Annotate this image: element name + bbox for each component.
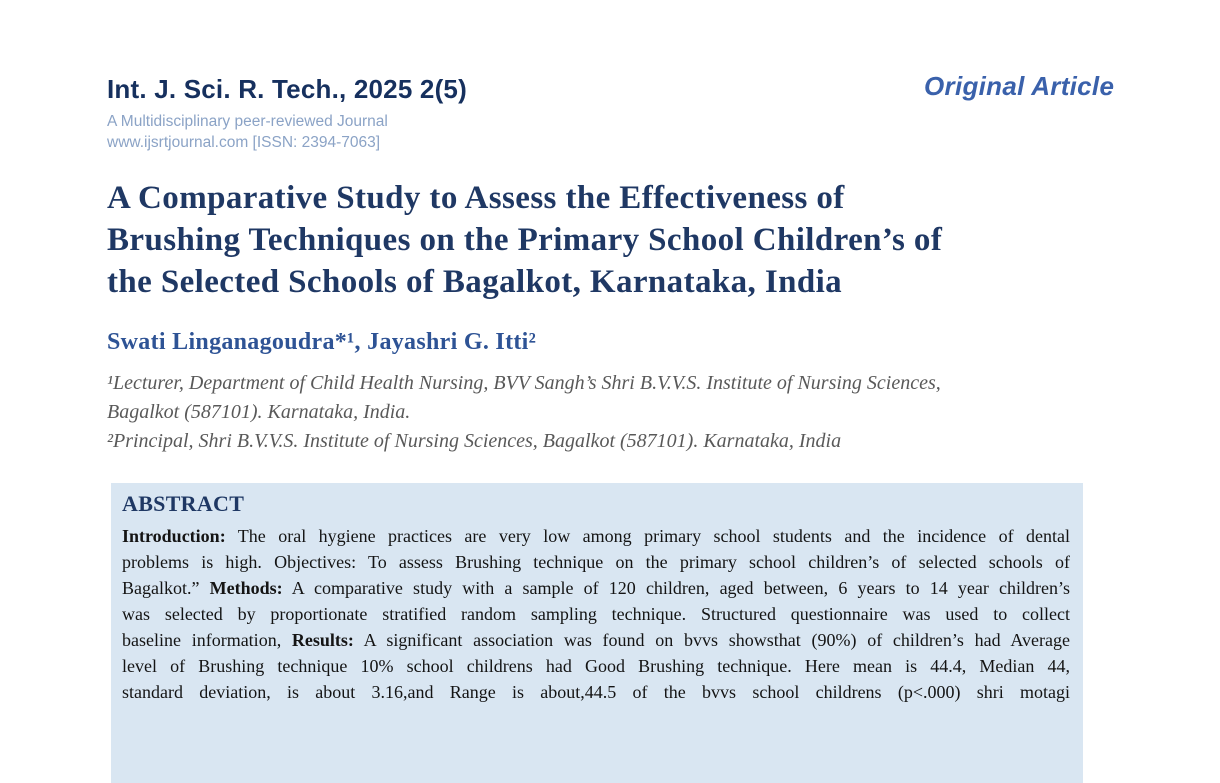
- abstract-text-line: standard deviation, is about 3.16,and Range is about,44.5 of the bvvs school childrens (p<.000) shri motagi: [122, 682, 1070, 702]
- text-line: ²Principal, Shri B.V.V.S. Institute of Nursing Sciences, Bagalkot (587101). Karnataka, India: [107, 430, 842, 452]
- text-line: ¹Lecturer, Department of Child Health Nursing, BVV Sangh’s Shri B.V.V.S. Institute of Nursing Sciences,: [107, 372, 941, 394]
- article-type-label: Original Article: [924, 71, 1115, 101]
- abstract-text-line: baseline information, Results: A significant association was found on bvvs showsthat (90%) of children’s had Average: [122, 630, 1070, 650]
- authors-line: Swati Linganagoudra*¹, Jayashri G. Itti²: [107, 329, 537, 355]
- journal-subtitle-line: A Multidisciplinary peer-reviewed Journal: [107, 113, 388, 130]
- journal-url-issn: www.ijsrtjournal.com [ISSN: 2394-7063]: [107, 134, 381, 151]
- abstract-body: [122, 523, 1070, 705]
- text-line: Bagalkot (587101). Karnataka, India.: [107, 401, 411, 423]
- text-line: Brushing Techniques on the Primary School Children’s of: [107, 222, 943, 258]
- abstract-heading: ABSTRACT: [122, 491, 245, 516]
- text-line: A Comparative Study to Assess the Effectiveness of: [107, 180, 845, 216]
- journal-subtitle: [107, 111, 467, 153]
- journal-title: Int. J. Sci. R. Tech., 2025 2(5): [107, 74, 467, 104]
- text-line: the Selected Schools of Bagalkot, Karnataka, India: [107, 264, 843, 300]
- abstract-text-line: level of Brushing technique 10% school childrens had Good Brushing technique. Here mean is 44.4, Median 44,: [122, 656, 1070, 676]
- abstract-section: [111, 483, 1083, 783]
- journal-header: [107, 74, 467, 153]
- abstract-text-line: Bagalkot.” Methods: A comparative study with a sample of 120 children, aged between, 6 years to 14 year children’s: [122, 578, 1071, 598]
- abstract-text-line: was selected by proportionate stratified random sampling technique. Structured questionnaire was used to collect: [122, 604, 1070, 624]
- abstract-text-line: problems is high. Objectives: To assess Brushing technique on the primary school children’s of selected schools of: [122, 552, 1070, 572]
- article-title: [107, 177, 942, 303]
- abstract-text-line: Introduction: The oral hygiene practices are very low among primary school students and the incidence of dental: [122, 526, 1070, 546]
- affiliations: [107, 369, 941, 456]
